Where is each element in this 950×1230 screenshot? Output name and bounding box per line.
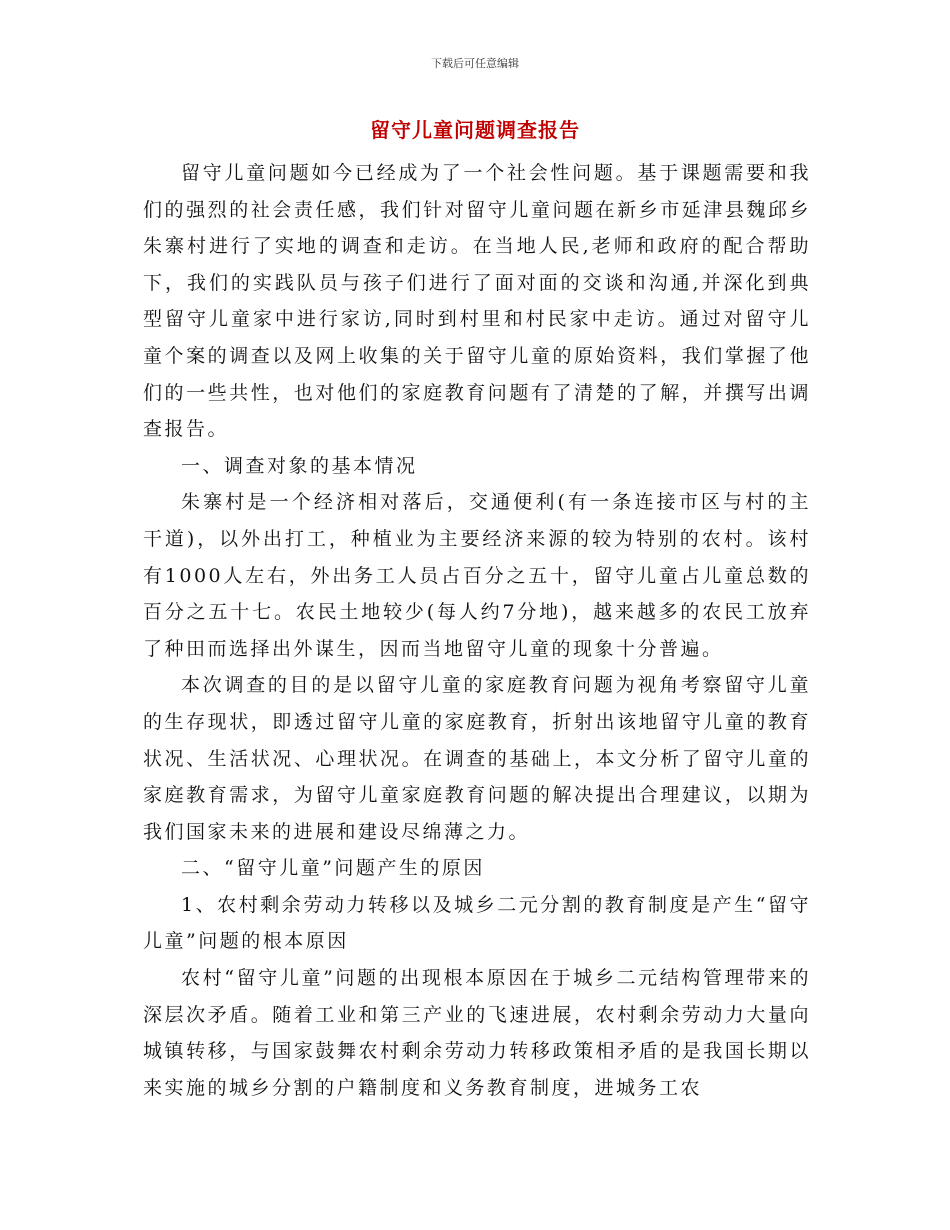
document-title: 留守儿童问题调查报告 — [370, 118, 580, 142]
section-heading-2: 二、“留守儿童”问题产生的原因 — [181, 857, 485, 880]
paragraph-basic-situation: 朱寨村是一个经济相对落后，交通便利(有一条连接市区与村的主干道)，以外出打工，种植业为主要经济来源的较为特别的农村。该村有1000人左右，外出务工人员占百分之五十，留守儿童占儿童总数的百分之五十七。农民土地较少(每人约7分地)，越来越多的农民工放弃了种田而选择出外谋生，因而当地留守儿童的现象十分普遍。 — [143, 491, 811, 660]
paragraph-purpose: 本次调查的目的是以留守儿童的家庭教育问题为视角考察留守儿童的生存现状，即透过留守儿童的家庭教育，折射出该地留守儿童的教育状况、生活状况、心理状况。在调查的基础上，本文分析了留守儿童的家庭教育需求，为留守儿童家庭教育问题的解决提出合理建议，以期为我们国家未来的进展和建设尽绵薄之力。 — [143, 674, 811, 843]
paragraph-intro: 留守儿童问题如今已经成为了一个社会性问题。基于课题需要和我们的强烈的社会责任感，我们针对留守儿童问题在新乡市延津县魏邱乡朱寨村进行了实地的调查和走访。在当地人民,老师和政府的配合帮助下，我们的实践队员与孩子们进行了面对面的交谈和沟通,并深化到典型留守儿童家中进行家访,同时到村里和村民家中走访。通过对留守儿童个案的调查以及网上收集的关于留守儿童的原始资料，我们掌握了他们的一些共性，也对他们的家庭教育问题有了清楚的了解，并撰写出调查报告。 — [143, 162, 811, 441]
paragraph-root-cause: 农村“留守儿童”问题的出现根本原因在于城乡二元结构管理带来的深层次矛盾。随着工业和第三产业的飞速进展，农村剩余劳动力大量向城镇转移，与国家鼓舞农村剩余劳动力转移政策相矛盾的是我国长期以来实施的城乡分割的户籍制度和义务教育制度，进城务工农 — [143, 967, 811, 1099]
document-body — [143, 155, 811, 1106]
subsection-heading-1: 1、农村剩余劳动力转移以及城乡二元分割的教育制度是产生“留守儿童”问题的根本原因 — [143, 893, 811, 953]
section-heading-1: 一、调查对象的基本情况 — [181, 454, 418, 477]
header-note: 下载后可任意编辑 — [431, 57, 519, 70]
